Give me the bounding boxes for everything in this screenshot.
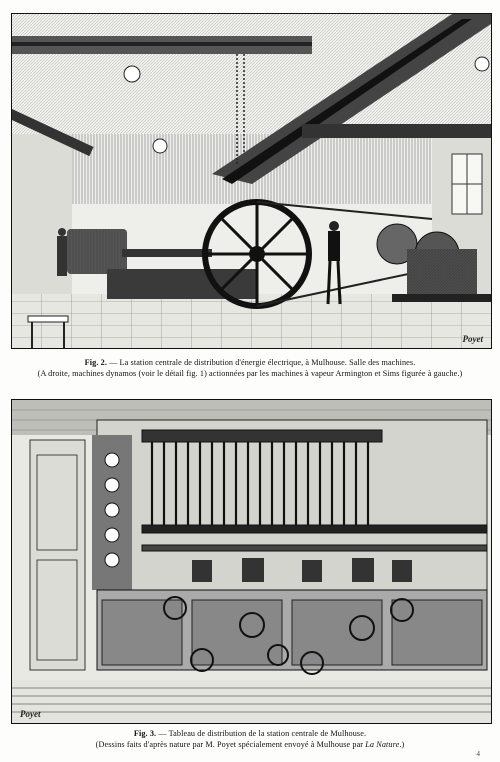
distribution-board-illustration (12, 400, 491, 723)
flywheel (205, 202, 309, 306)
artist-signature: Poyet (462, 334, 483, 344)
caption-end: .) (399, 740, 405, 749)
engine-bed (107, 269, 257, 299)
ceiling-lamp (124, 66, 140, 82)
floor (12, 294, 491, 348)
engraving-distribution-board (11, 399, 492, 724)
worker-figure (328, 221, 340, 304)
machine-hall-illustration (12, 14, 491, 348)
caption-figure-2 (0, 357, 500, 379)
caption-figure-3 (0, 728, 500, 750)
ceiling-lamp (475, 57, 489, 71)
page-mark: 4 (476, 750, 480, 758)
ceiling-lamp (153, 139, 167, 153)
caption-detail: (Dessins faits d'après nature par M. Poyet spécialement envoyé à Mulhouse par (95, 740, 366, 749)
caption-detail: (A droite, machines dynamos (voir le détail fig. 1) actionnées par les machines à vapeur Armington et Sims figurée à gauche.) (37, 369, 463, 378)
marble-board (97, 420, 487, 610)
artist-signature: Poyet (20, 709, 41, 719)
caption-title: — La station centrale de distribution d'énergie électrique, à Mulhouse. Salle des machines. (106, 358, 416, 367)
engraving-machine-hall (11, 13, 492, 349)
journal-name: La Nature (365, 740, 400, 749)
caption-title: — Tableau de distribution de la station centrale de Mulhouse. (156, 729, 367, 738)
caption-label: Fig. 2. (84, 358, 107, 367)
plank-floor (12, 680, 491, 723)
caption-label: Fig. 3. (133, 729, 157, 738)
gauge-column (92, 435, 132, 590)
